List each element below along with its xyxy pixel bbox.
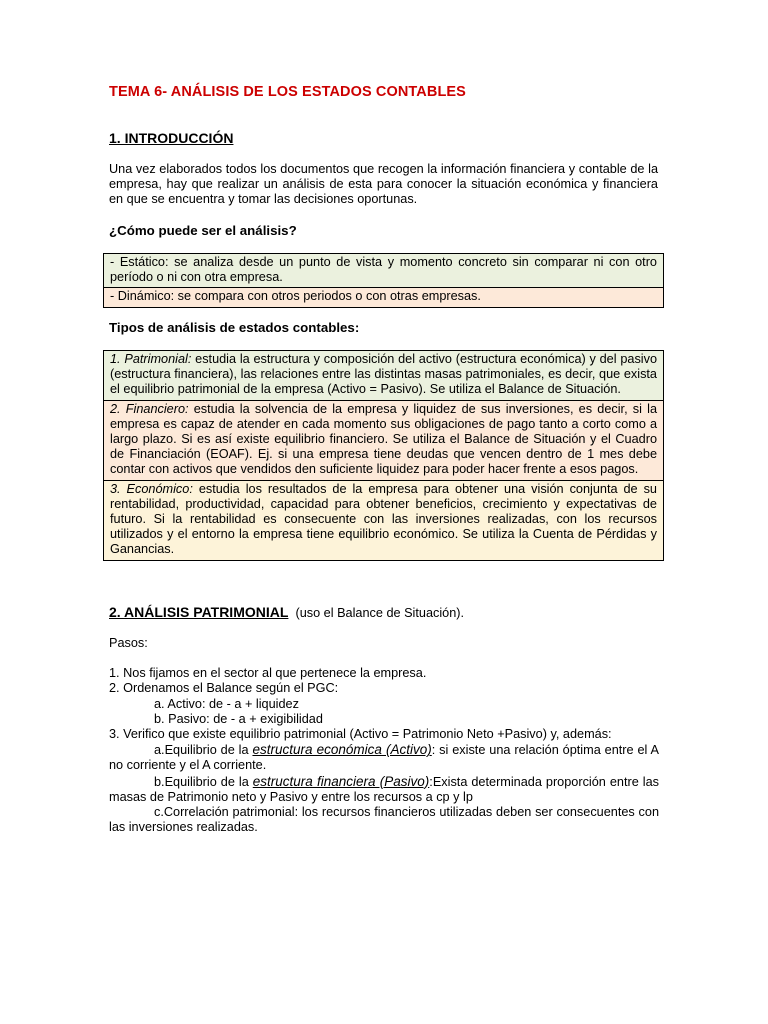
step-3a bbox=[109, 742, 659, 773]
section2-note: (uso el Balance de Situación). bbox=[288, 606, 465, 620]
steps-list bbox=[109, 636, 659, 835]
type-economico-cell bbox=[104, 481, 663, 560]
step-3b-pre: b.Equilibrio de la bbox=[154, 774, 253, 789]
step-2b: b. Pasivo: de - a + exigibilidad bbox=[154, 711, 323, 726]
type-financiero-term: 2. Financiero: bbox=[110, 401, 189, 416]
step-3a-pre: a.Equilibrio de la bbox=[154, 743, 253, 758]
intro-heading: 1. INTRODUCCIÓN bbox=[109, 130, 234, 146]
analysis-types-table bbox=[103, 350, 664, 561]
step-3c: c.Correlación patrimonial: los recursos financieros utilizadas deben ser consecuentes con las inversiones realizadas. bbox=[109, 805, 659, 835]
type-economico-text: estudia los resultados de la empresa para obtener una visión conjunta de su rentabilidad, productividad, capacidad para obtener beneficios, crecimiento y expectativas de futuro. Si la rentabilidad es consecuente con las inversiones realizadas, con los recursos utilizados y el entorno la empresa tiene equilibrio económico. Se utiliza la Cuenta de Pérdidas y Ganancias. bbox=[110, 481, 657, 557]
static-analysis-cell: - Estático: se analiza desde un punto de vista y momento concreto sin comparar ni con otro período o ni con otra empresa. bbox=[104, 254, 663, 288]
pasos-label: Pasos: bbox=[109, 636, 148, 650]
type-financiero-cell bbox=[104, 401, 663, 481]
analysis-question: ¿Cómo puede ser el análisis? bbox=[109, 223, 297, 238]
step-1: 1. Nos fijamos en el sector al que pertenece la empresa. bbox=[109, 666, 427, 681]
intro-paragraph: Una vez elaborados todos los documentos que recogen la información financiera y contable de la empresa, hay que realizar un análisis de esta para conocer la situación económica y financiera en que se encuentra y tomar las decisiones oportunas. bbox=[109, 162, 658, 207]
step-3b-term: estructura financiera (Pasivo) bbox=[252, 773, 430, 789]
step-3b bbox=[109, 774, 659, 805]
step-3: 3. Verifico que existe equilibrio patrimonial (Activo = Patrimonio Neto +Pasivo) y, además: bbox=[109, 727, 612, 742]
section2-heading-line bbox=[109, 604, 464, 620]
analysis-kinds-table bbox=[103, 253, 664, 308]
type-patrimonial-term: 1. Patrimonial: bbox=[110, 352, 192, 366]
step-2a: a. Activo: de - a + liquidez bbox=[154, 696, 299, 711]
section2-heading: 2. ANÁLISIS PATRIMONIAL bbox=[109, 604, 289, 620]
types-heading: Tipos de análisis de estados contables: bbox=[109, 320, 360, 335]
step-3a-post: : si existe una relación óptima entre el A no corriente y el A corriente. bbox=[109, 743, 659, 773]
type-financiero-text: estudia la solvencia de la empresa y liquidez de sus inversiones, es decir, si la empresa es capaz de atender en cada momento sus obligaciones de pago tanto a corto como a largo plazo. Si es así existe equilibrio financiero. Se utiliza el Balance de Situación y el Cuadro de Financiación (EOAF). Ej. si una empresa tiene deudas que vencen dentro de 1 mes debe contar con activos que vendidos den suficiente liquidez para poder hacer frente a esos pagos. bbox=[110, 401, 657, 477]
step-3b-post: :Exista determinada proporción entre las masas de Patrimonio neto y Pasivo y entre los recursos a cp y lp bbox=[109, 774, 659, 804]
step-3a-term: estructura económica (Activo) bbox=[252, 742, 432, 758]
dynamic-analysis-cell: - Dinámico: se compara con otros periodos o con otras empresas. bbox=[104, 288, 663, 306]
type-patrimonial-text: estudia la estructura y composición del activo (estructura económica) y del pasivo (estructura financiera), las relaciones entre las distintas masas patrimoniales, es decir, que exista el equilibrio patrimonial de la empresa (Activo = Pasivo). Se utiliza el Balance de Situación. bbox=[110, 352, 658, 397]
step-2: 2. Ordenamos el Balance según el PGC: bbox=[109, 681, 339, 696]
type-economico-term: 3. Económico: bbox=[110, 481, 193, 496]
page-title: TEMA 6- ANÁLISIS DE LOS ESTADOS CONTABLES bbox=[109, 84, 466, 100]
type-patrimonial-cell bbox=[104, 351, 663, 401]
